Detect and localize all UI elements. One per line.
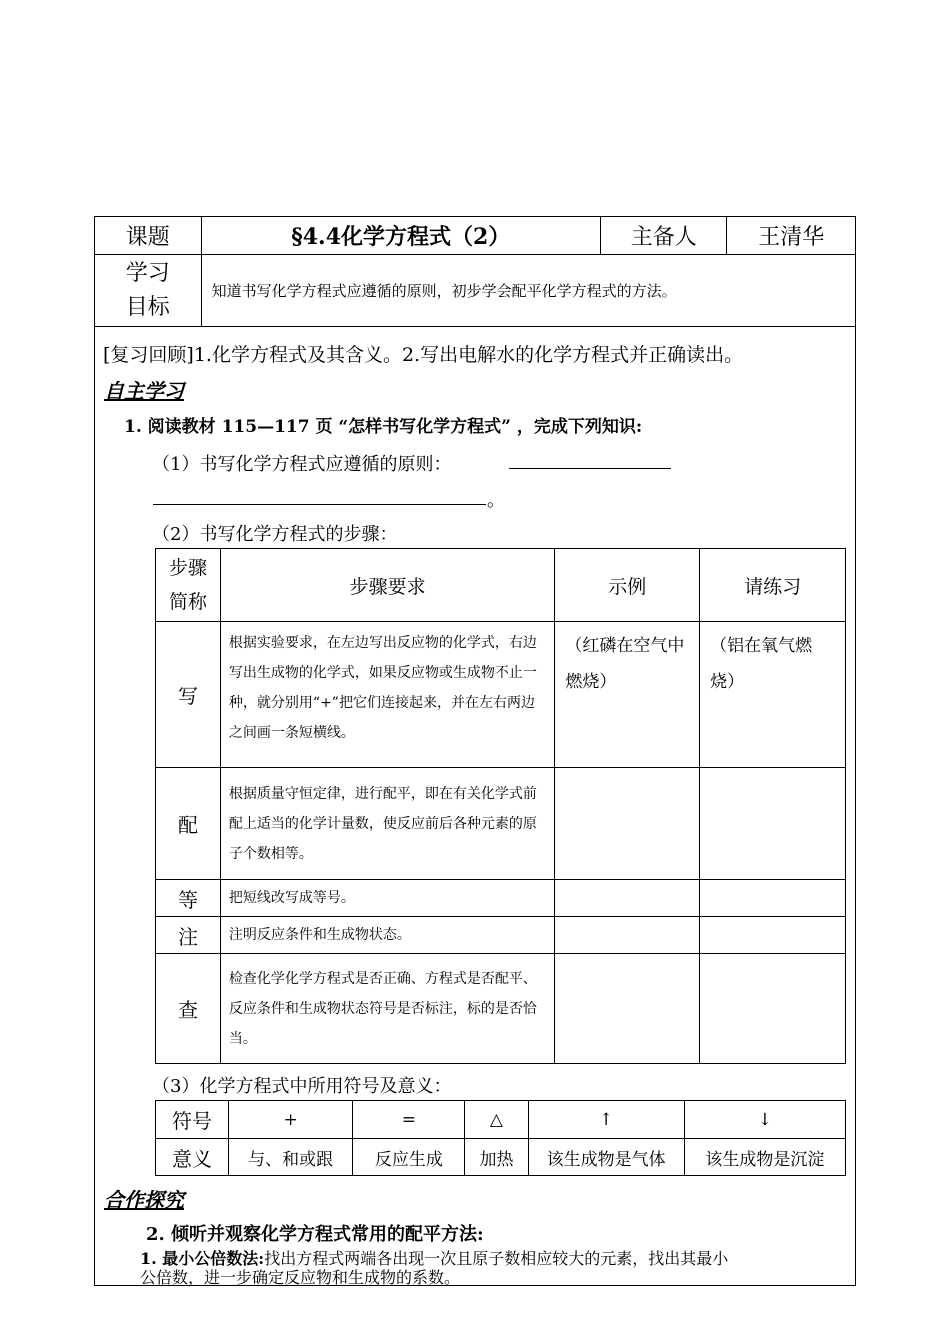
col-step-name-line1: 步骤 [168, 557, 207, 579]
step-name-write: 写 [156, 622, 221, 768]
topic-label: 课题 [95, 217, 202, 255]
step-req-note: 注明反应条件和生成物状态。 [220, 917, 554, 954]
header-table [94, 216, 856, 327]
goal-label-line1: 学习 [125, 260, 170, 286]
step-practice-check[interactable] [700, 954, 846, 1064]
step-name-note: 注 [156, 917, 221, 954]
preparer-name: 王清华 [727, 217, 856, 255]
q1-end-mark: 。 [487, 490, 505, 511]
symbol-row-label: 符号 [156, 1101, 229, 1139]
symbol-equals: = [353, 1101, 465, 1139]
step-practice-write[interactable]: （铝在氧气燃烧） [700, 622, 846, 768]
lesson-title: §4.4化学方程式（2） [201, 217, 600, 255]
symbol-plus: + [229, 1101, 353, 1139]
meaning-equals: 反应生成 [353, 1139, 465, 1176]
q1-blank-2[interactable] [153, 504, 486, 505]
meaning-gas: 该生成物是气体 [528, 1139, 684, 1176]
meaning-precipitate: 该生成物是沉淀 [684, 1139, 845, 1176]
q1-blank-1[interactable] [509, 468, 671, 469]
goal-label [95, 255, 202, 327]
method1-text-2: 公倍数，进一步确定反应物和生成物的系数。 [140, 1268, 461, 1287]
steps-table [155, 548, 846, 1064]
task2-text: 2. 倾听并观察化学方程式常用的配平方法: [146, 1224, 484, 1245]
goal-text: 知道书写化学方程式应遵循的原则，初步学会配平化学方程式的方法。 [201, 255, 855, 327]
self-study-heading: 自主学习 [104, 379, 184, 403]
step-practice-equal[interactable] [700, 880, 846, 917]
step-practice-balance[interactable] [700, 768, 846, 880]
symbols-table [155, 1100, 846, 1176]
method1-text-1: 找出方程式两端各出现一次且原子数相应较大的元素，找出其最小 [264, 1249, 729, 1268]
symbol-precipitate-arrow: ↓ [684, 1101, 845, 1139]
step-example-equal[interactable] [555, 880, 700, 917]
cooperation-heading: 合作探究 [104, 1188, 184, 1212]
col-step-req: 步骤要求 [220, 549, 554, 622]
step-req-balance: 根据质量守恒定律，进行配平，即在有关化学式前配上适当的化学计量数，使反应前后各种元素的原子个数相等。 [220, 768, 554, 880]
col-step-name-line2: 简称 [168, 591, 207, 613]
step-name-equal: 等 [156, 880, 221, 917]
step-example-write[interactable]: （红磷在空气中燃烧） [555, 622, 700, 768]
meaning-row-label: 意义 [156, 1139, 229, 1176]
step-example-note[interactable] [555, 917, 700, 954]
goal-label-line2: 目标 [125, 294, 170, 320]
step-name-balance: 配 [156, 768, 221, 880]
task1-text: 1. 阅读教材 115—117 页 “怎样书写化学方程式” ，完成下列知识: [124, 417, 643, 437]
step-req-check: 检查化学化学方程式是否正确、方程式是否配平、反应条件和生成物状态符号是否标注，标的是否恰当。 [220, 954, 554, 1064]
method1-title: 1. 最小公倍数法: [140, 1249, 265, 1268]
meaning-plus: 与、和或跟 [229, 1139, 353, 1176]
step-name-check: 查 [156, 954, 221, 1064]
preparer-label: 主备人 [600, 217, 727, 255]
step-req-equal: 把短线改写成等号。 [220, 880, 554, 917]
q3-text: （3）化学方程式中所用符号及意义： [152, 1076, 452, 1097]
step-practice-note[interactable] [700, 917, 846, 954]
step-example-check[interactable] [555, 954, 700, 1064]
q1-text: （1）书写化学方程式应遵循的原则： [152, 454, 452, 475]
col-example: 示例 [555, 549, 700, 622]
review-line: [复习回顾]1.化学方程式及其含义。2.写出电解水的化学方程式并正确读出。 [103, 344, 744, 366]
meaning-heat: 加热 [465, 1139, 528, 1176]
symbol-gas-arrow: ↑ [528, 1101, 684, 1139]
col-practice: 请练习 [700, 549, 846, 622]
step-req-write: 根据实验要求，在左边写出反应物的化学式，右边写出生成物的化学式，如果反应物或生成物不止一种，就分别用“+”把它们连接起来，并在左右两边之间画一条短横线。 [220, 622, 554, 768]
symbol-heat: △ [465, 1101, 528, 1139]
q2-text: （2）书写化学方程式的步骤： [152, 524, 398, 545]
step-example-balance[interactable] [555, 768, 700, 880]
col-step-name [156, 549, 221, 622]
